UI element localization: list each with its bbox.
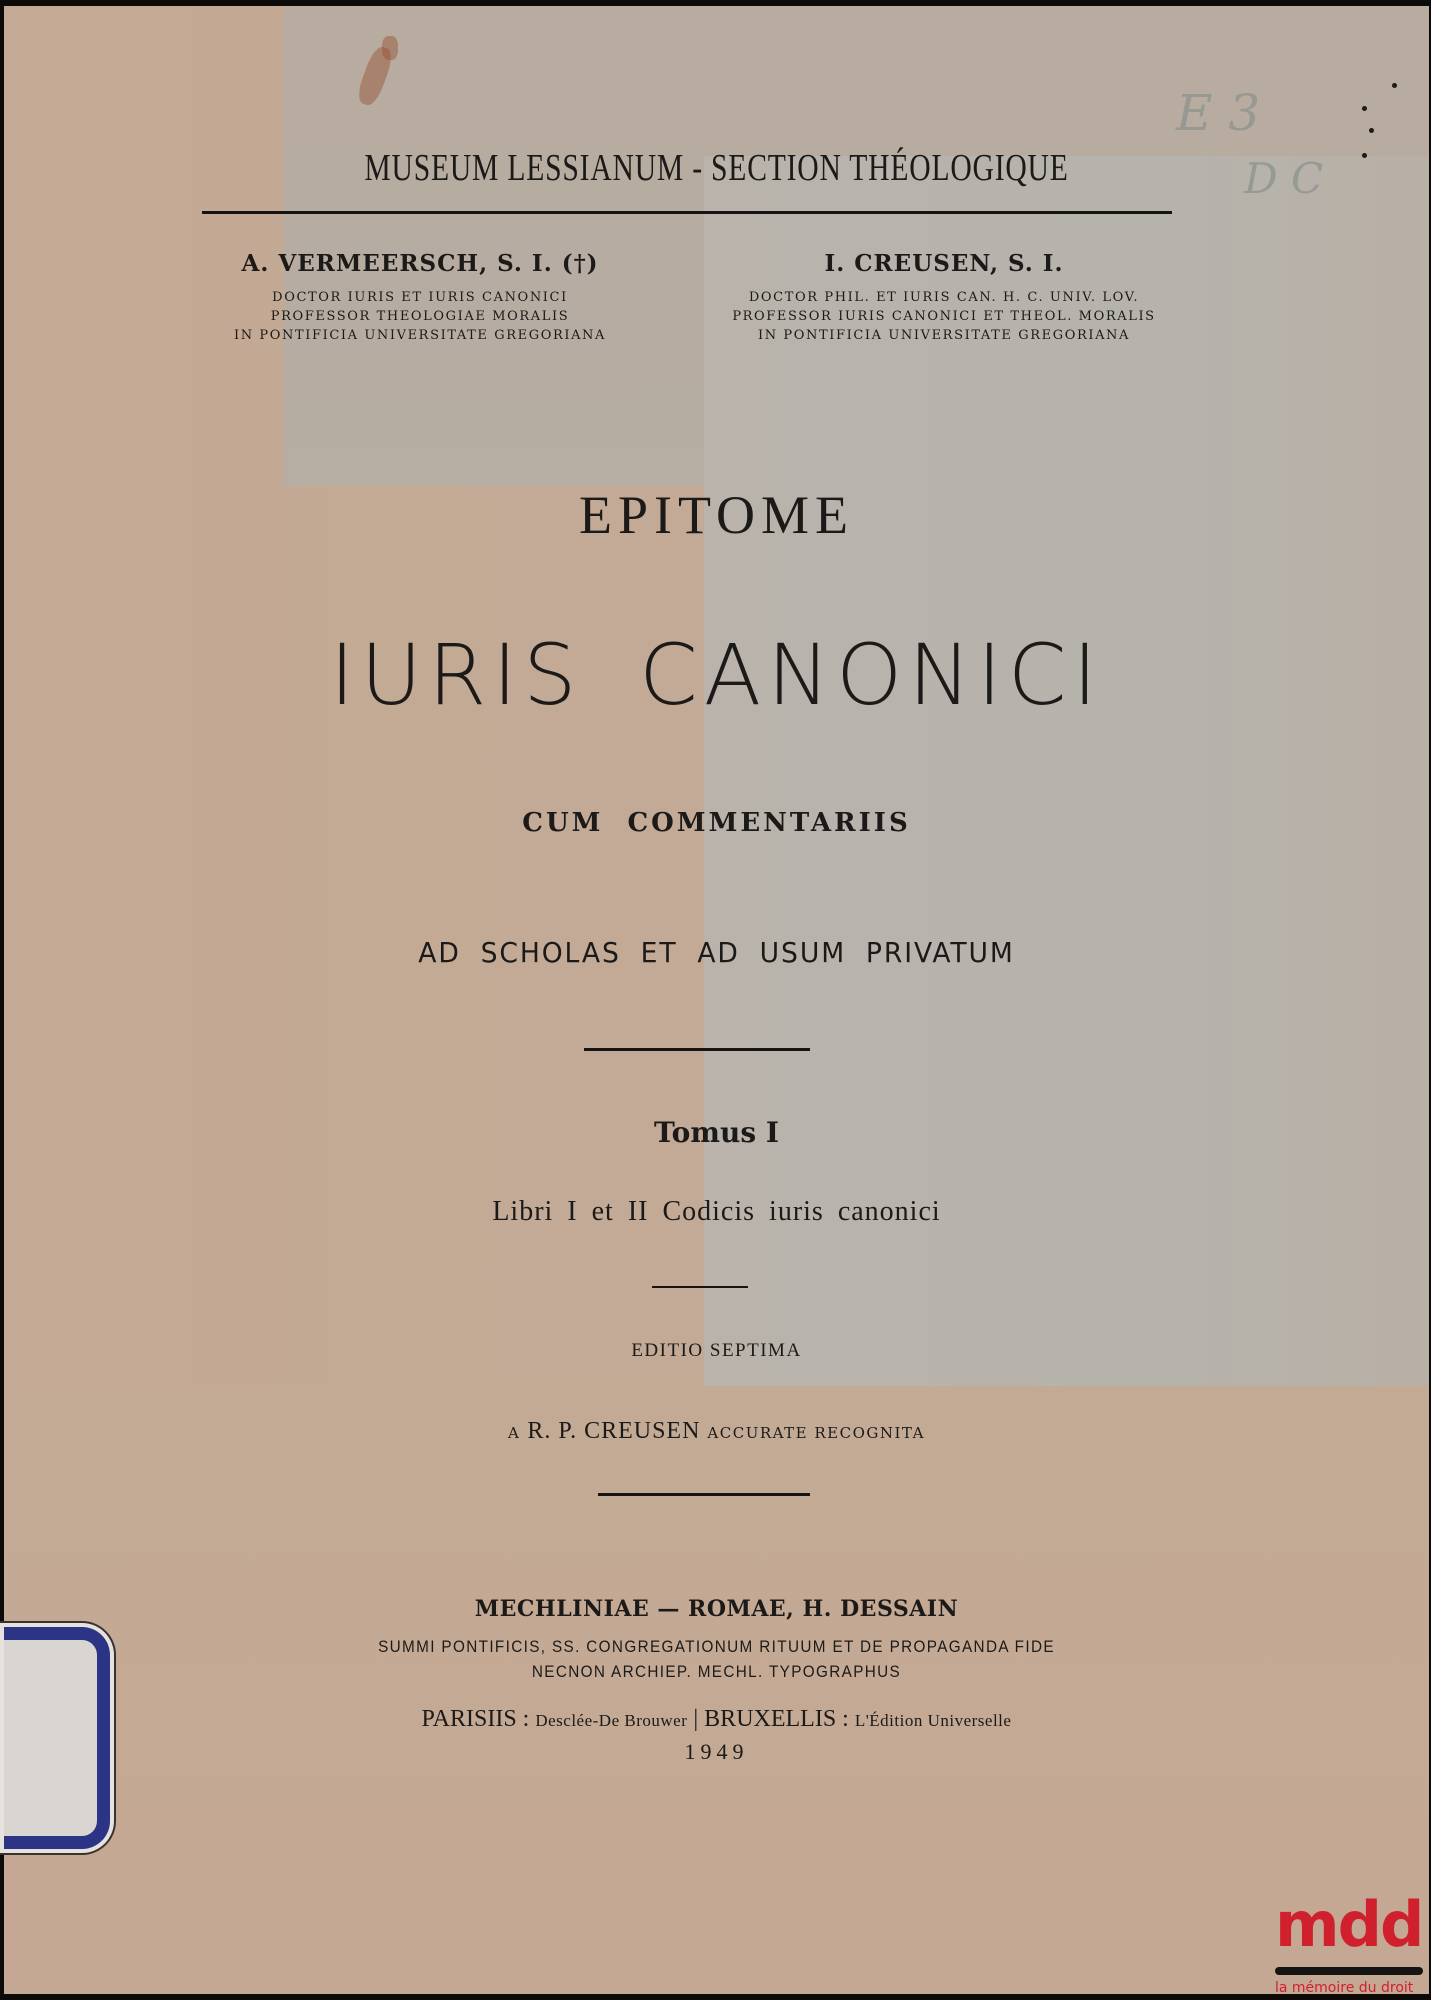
mdd-tagline: la mémoire du droit <box>1275 1980 1414 1996</box>
author-1-name: A. VERMEERSCH, S. I. (†) <box>241 250 599 277</box>
volume-label: Tomus I <box>654 1116 779 1149</box>
mdd-logo-bar <box>1275 1967 1423 1975</box>
publisher-places <box>4 1706 1429 1733</box>
ink-dot <box>1362 153 1367 158</box>
library-label-sticker <box>4 1627 110 1849</box>
paris-publisher: Desclée-De Brouwer <box>535 1711 688 1730</box>
ink-dot <box>1362 106 1367 111</box>
volume-contents: Libri I et II Codicis iuris canonici <box>492 1196 941 1227</box>
edition-label: EDITIO SEPTIMA <box>631 1340 802 1361</box>
publisher-main: MECHLINIAE — ROMAE, H. DESSAIN <box>474 1596 959 1622</box>
subtitle: CUM COMMENTARIIS <box>522 808 911 838</box>
ink-dot <box>1392 83 1397 88</box>
purpose-line: AD SCHOLAS ET AD USUM PRIVATUM <box>418 936 1015 969</box>
short-divider <box>652 1286 748 1288</box>
author-2-credential: PROFESSOR IURIS CANONICI ET THEOL. MORALIS <box>732 309 1156 324</box>
cover-content <box>4 6 1429 1994</box>
publisher-line-2: NECNON ARCHIEP. MECHL. TYPOGRAPHUS <box>531 1662 902 1681</box>
author-2-credential: DOCTOR PHIL. ET IURIS CAN. H. C. UNIV. LOV. <box>748 290 1140 305</box>
mdd-watermark <box>1275 1880 1431 2000</box>
pencil-annotation-top: E 3 <box>1176 84 1261 142</box>
author-1-credential: IN PONTIFICIA UNIVERSITATE GREGORIANA <box>233 328 607 343</box>
places-separator: | <box>693 1706 699 1732</box>
revision-prefix: A <box>508 1424 521 1442</box>
stain-mark <box>382 36 398 60</box>
paris-city: PARISIIS : <box>421 1706 530 1732</box>
series-title: MUSEUM LESSIANUM - SECTION THÉOLOGIQUE <box>364 147 1069 189</box>
mdd-logo: mdd <box>1275 1888 1423 1961</box>
brussels-publisher: L'Édition Universelle <box>854 1711 1012 1730</box>
title-main: IURIS CANONICI <box>329 626 1104 724</box>
ink-dot <box>1369 128 1374 133</box>
revision-suffix: ACCURATE RECOGNITA <box>707 1424 925 1442</box>
brussels-city: BRUXELLIS : <box>704 1706 849 1732</box>
book-cover-page <box>4 6 1429 1994</box>
section-divider <box>584 1048 810 1051</box>
author-1-credential: DOCTOR IURIS ET IURIS CANONICI <box>272 290 568 305</box>
title-epitome: EPITOME <box>578 485 854 545</box>
publisher-line-1: SUMMI PONTIFICIS, SS. CONGREGATIONUM RITUUM ET DE PROPAGANDA FIDE <box>378 1637 1055 1656</box>
author-1-credential: PROFESSOR THEOLOGIAE MORALIS <box>270 309 570 324</box>
reviser-name: R. P. CREUSEN <box>527 1418 701 1444</box>
header-divider <box>202 211 1172 214</box>
author-2-name: I. CREUSEN, S. I. <box>824 250 1064 277</box>
pencil-annotation-bottom: D C <box>1244 154 1324 203</box>
publisher-divider <box>598 1493 810 1496</box>
revision-line <box>4 1418 1429 1445</box>
author-2-credential: IN PONTIFICIA UNIVERSITATE GREGORIANA <box>757 328 1131 343</box>
publication-year: 1949 <box>684 1739 749 1764</box>
